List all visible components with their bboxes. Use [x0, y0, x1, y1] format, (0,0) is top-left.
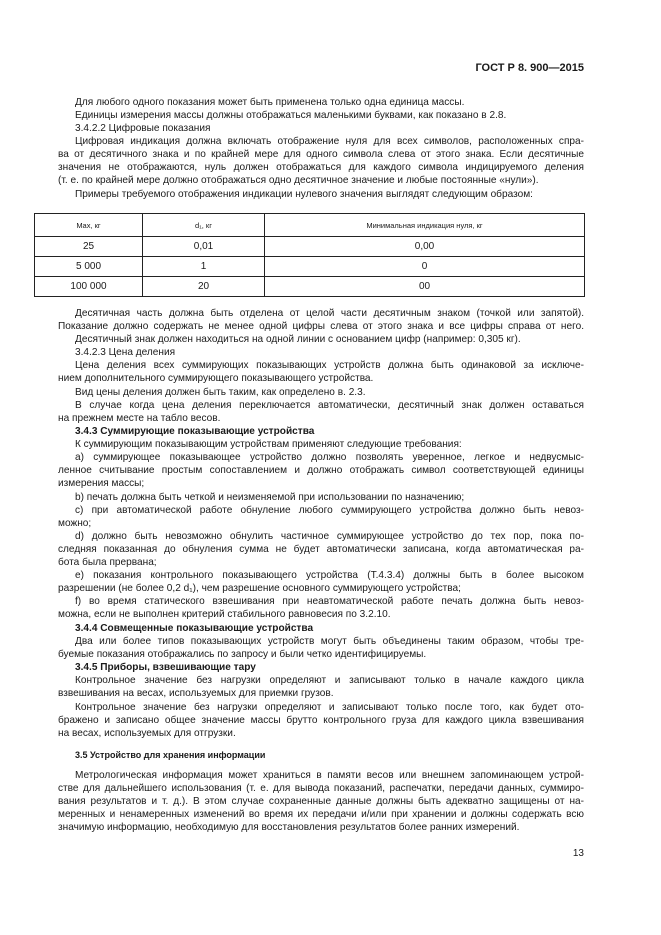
text-line: Для любого одного показания может быть применена только одна единица массы. — [75, 97, 465, 108]
text-line: Десятичный знак должен находиться на одной линии с основанием цифр (например: 0,305 кг). — [75, 334, 521, 345]
text-line: нием дополнительного суммирующего показывающего устройства. — [58, 373, 374, 384]
text-line: взвешивания на весах, используемых для приемки грузов. — [58, 688, 334, 699]
text-line: e) показания контрольного показывающего устройства (Т.4.3.4) должны быть в более высоком — [75, 570, 584, 581]
text-line: на прежнем месте на табло весов. — [58, 413, 221, 424]
section-heading: 3.4.4 Совмещенные показывающие устройства — [75, 623, 314, 634]
text-line: бражено и записано общее значение массы брутто контрольного груза для каждого цикла взвешивания — [58, 715, 584, 726]
text-line: (т. е. по крайней мере должно отображаться одно десятичное значение и любые постоянные «нули»). — [58, 175, 539, 186]
table-cell: 0,01 — [143, 237, 265, 257]
text-line: Контрольное значение без нагрузки определяют и записывают только после того, как будет ото- — [75, 702, 584, 713]
text-line: b) печать должна быть четкой и неизменяемой при использовании по назначению; — [75, 492, 465, 503]
text-line: меренных и ненамеренных изменений во время их передачи и/или при хранении и должны содержать всю — [58, 809, 584, 820]
text-line: можно; — [58, 518, 92, 529]
table-cell: 0,00 — [265, 237, 585, 257]
text-line: Цена деления всех суммирующих показывающих устройств должна быть одинаковой за исключе- — [75, 360, 584, 371]
text-line: разрешении (не более 0,2 d₁), чем разрешение основного суммирующего устройства; — [58, 583, 461, 594]
table-header-row — [35, 214, 585, 237]
text-line: бота была прервана; — [58, 557, 157, 568]
text-line: можна, если не выполнен критерий стабильного равновесия по 3.2.10. — [58, 609, 391, 620]
zero-indication-table — [34, 213, 585, 297]
table-cell: 5 000 — [35, 257, 143, 277]
text-line: В случае когда цена деления переключается автоматически, десятичный знак должен оставаться — [75, 400, 584, 411]
table-header: Max, кг — [35, 214, 143, 237]
text-line: Два или более типов показывающих устройств могут быть объединены таким образом, чтобы тре- — [75, 636, 584, 647]
page-number: 13 — [572, 848, 584, 859]
text-line: ва от десятичного знака и по крайней мере для одного символа слева от этого знака. Если десятичные — [58, 149, 584, 160]
text-line: d) должно быть невозможно обнулить частичное суммирующее устройство до тех пор, пока по- — [75, 531, 584, 542]
text-line: Единицы измерения массы должны отображаться маленькими буквами, как показано в 2.8. — [75, 110, 507, 121]
text-line: вания результатов и т. д.). В этом случае сохраненные данные должны быть адекватно защищены от на- — [58, 796, 584, 807]
table-row — [35, 257, 585, 277]
text-line: Десятичная часть должна быть отделена от целой части десятичным знаком (точкой или запятой). — [75, 308, 584, 319]
text-line: 3.4.2.3 Цена деления — [75, 347, 176, 358]
text-line: ленное считывание простым сопоставлением и должно отображать символ соответствующей единицы — [58, 465, 584, 476]
section-heading: 3.4.5 Приборы, взвешивающие тару — [75, 662, 256, 673]
text-line: на весах, используемых для отгрузки. — [58, 728, 236, 739]
text-line: Метрологическая информация может храниться в памяти весов или внешнем запоминающем устрой- — [75, 770, 584, 781]
text-line: буемые показания отображались по запросу и были четко идентифицируемы. — [58, 649, 427, 660]
text-line: f) во время статического взвешивания при неавтоматической работе печать должна быть невоз- — [75, 596, 584, 607]
table-cell: 1 — [143, 257, 265, 277]
table-header: Минимальная индикация нуля, кг — [265, 214, 585, 237]
table-cell: 20 — [143, 277, 265, 297]
text-line: 3.4.2.2 Цифровые показания — [75, 123, 211, 134]
table-cell: 00 — [265, 277, 585, 297]
text-line: Вид цены деления должен быть таким, как определено в. 2.3. — [75, 387, 366, 398]
text-line: следняя показанная до обнуления сумма не будет автоматически записана, когда автоматическая ра- — [58, 544, 584, 555]
table-row — [35, 237, 585, 257]
text-line: измерения массы; — [58, 478, 145, 489]
section-heading: 3.4.3 Суммирующие показывающие устройства — [75, 426, 315, 437]
table-cell: 0 — [265, 257, 585, 277]
text-line: Цифровая индикация должна включать отображение нуля для всех символов, расположенных спра- — [75, 136, 584, 147]
table-cell: 25 — [35, 237, 143, 257]
text-line: Показание должно содержать не менее одной цифры слева от этого знака и все цифры справа от него. — [58, 321, 584, 332]
document-header: ГОСТ Р 8. 900—2015 — [475, 62, 584, 74]
text-line: c) при автоматической работе обнуление любого суммирующего устройства должно быть невоз- — [75, 505, 584, 516]
section-heading: 3.5 Устройство для хранения информации — [75, 750, 266, 760]
table-cell: 100 000 — [35, 277, 143, 297]
text-line: значения не отображаются, нуль должен отображаться для каждого символа индицируемого деления — [58, 162, 584, 173]
table-header: d₁, кг — [143, 214, 265, 237]
table-row — [35, 277, 585, 297]
text-line: Примеры требуемого отображения индикации нулевого значения выглядят следующим образом: — [75, 189, 533, 200]
text-line: а) суммирующее показывающее устройство должно позволять уверенное, легкое и недвусмыс- — [75, 452, 584, 463]
text-line: стве для дальнейшего использования (т. е. для вывода показаний, распечатки, передачи данных, суммиро- — [58, 783, 584, 794]
text-line: значимую информацию, необходимую для восстановления результатов более ранних измерений. — [58, 822, 520, 833]
text-line: Контрольное значение без нагрузки определяют и записывают только в начале каждого цикла — [75, 675, 584, 686]
text-line: К суммирующим показывающим устройствам применяют следующие требования: — [75, 439, 462, 450]
